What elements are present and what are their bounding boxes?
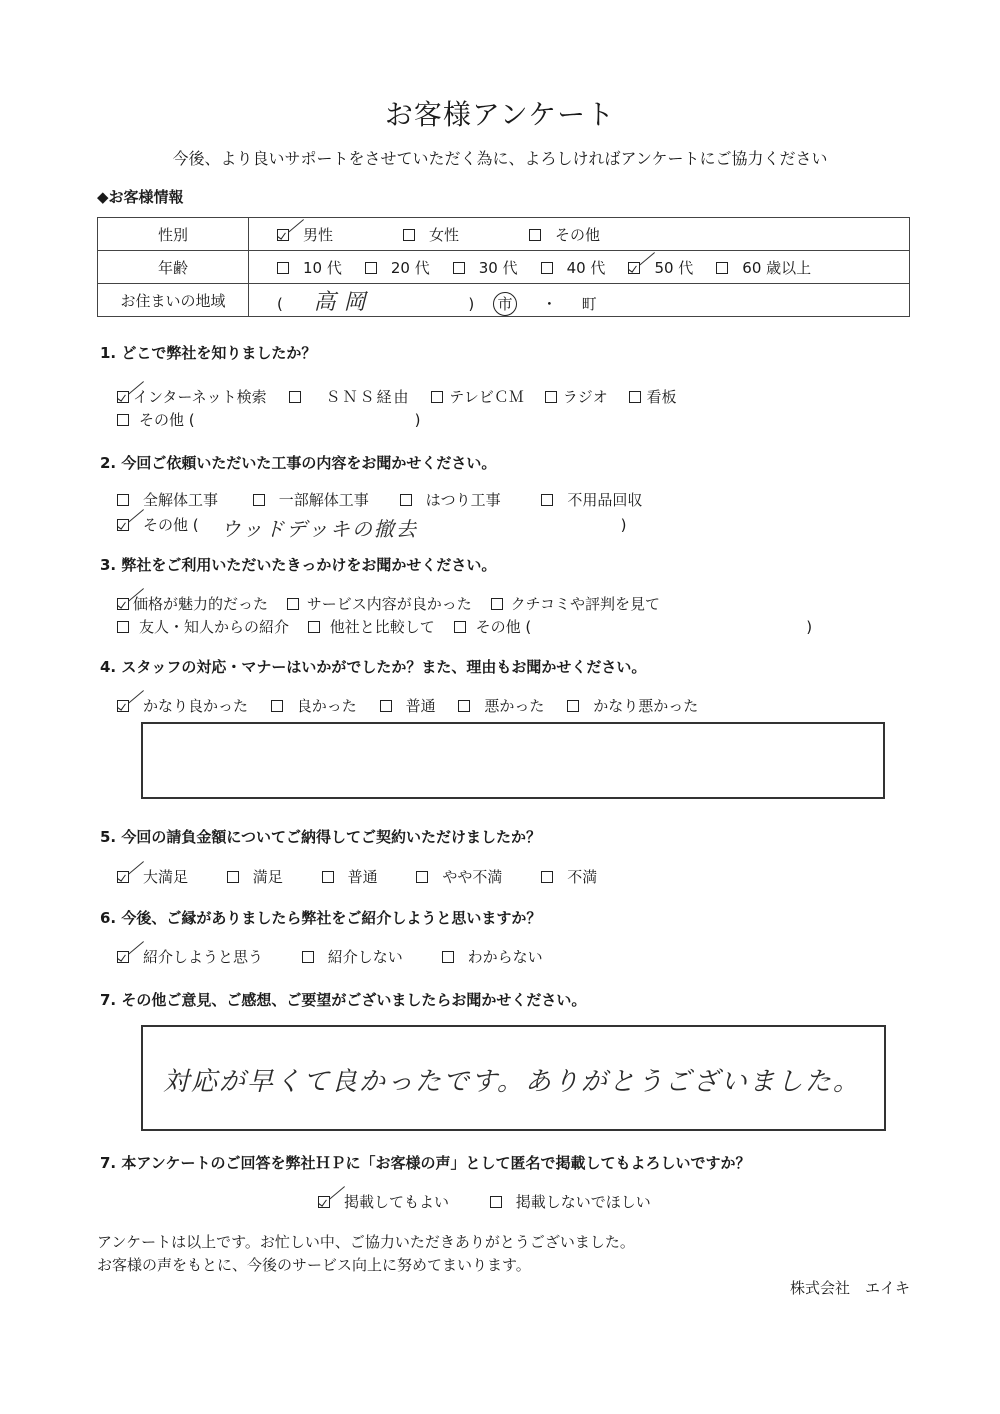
q4-question: 4. スタッフの対応・マナーはいかがでしたか？また、理由もお聞かせください。 (100, 658, 647, 676)
checkbox-icon[interactable] (442, 951, 454, 963)
q2-other-input[interactable]: ウッドデッキの撤去 (220, 517, 418, 541)
q5-option-somewhat-dissatisfied[interactable]: やや不満 (416, 868, 502, 886)
q2-option-other[interactable]: その他 ( ウッドデッキの撤去 ) (117, 513, 626, 542)
checkbox-checked-icon[interactable] (117, 700, 129, 712)
checkbox-icon[interactable] (541, 494, 553, 506)
q4-option-very-bad[interactable]: かなり悪かった (567, 697, 698, 715)
checkbox-icon[interactable] (454, 621, 466, 633)
q6-options (117, 946, 543, 967)
q4-option-very-good[interactable]: かなり良かった (117, 697, 248, 715)
q8-option-deny[interactable]: 掲載しないでほしい (490, 1193, 651, 1211)
q4-option-bad[interactable]: 悪かった (458, 697, 544, 715)
region-town[interactable]: 町 (581, 294, 597, 313)
footer-thanks: アンケートは以上です。お忙しい中、ご協力いただきありがとうございました。 (97, 1233, 635, 1251)
checkbox-checked-icon[interactable] (628, 262, 640, 274)
q1-option-sns[interactable]: ＳＮＳ経由 (289, 388, 410, 406)
page-title: お客様アンケート (384, 98, 616, 131)
checkbox-checked-icon[interactable] (117, 391, 129, 403)
q6-option-unsure[interactable]: わからない (442, 948, 543, 966)
customer-info-heading: ◆お客様情報 (97, 188, 184, 206)
gender-options (249, 218, 910, 251)
age-option-20s[interactable]: 20 代 (365, 257, 430, 278)
checkbox-icon[interactable] (277, 262, 289, 274)
region-value[interactable]: 高岡 (313, 289, 374, 315)
region-city-circled[interactable]: 市 (493, 292, 517, 316)
q5-options (117, 866, 597, 887)
q3-option-reviews[interactable]: クチコミや評判を見て (491, 595, 660, 613)
checkbox-icon[interactable] (380, 700, 392, 712)
checkbox-icon[interactable] (458, 700, 470, 712)
q3-option-referral[interactable]: 友人・知人からの紹介 (117, 618, 289, 636)
q3-options-row2 (117, 616, 812, 637)
company-name: 株式会社 エイキ (789, 1279, 910, 1297)
checkbox-checked-icon[interactable] (117, 519, 129, 531)
q3-option-price[interactable]: 価格が魅力的だった (117, 595, 268, 613)
q5-question: 5. 今回の請負金額についてご納得してご契約いただけましたか？ (100, 828, 542, 846)
checkbox-icon[interactable] (416, 871, 428, 883)
q5-option-satisfied[interactable]: 満足 (227, 868, 283, 886)
q5-option-dissatisfied[interactable]: 不満 (541, 868, 597, 886)
checkbox-checked-icon[interactable] (117, 871, 129, 883)
checkbox-icon[interactable] (490, 1196, 502, 1208)
q8-option-allow[interactable]: 掲載してもよい (318, 1193, 449, 1211)
checkbox-icon[interactable] (308, 621, 320, 633)
q4-options (117, 695, 698, 716)
region-label: お住まいの地域 (98, 284, 249, 317)
q2-question: 2. 今回ご依頼いただいた工事の内容をお聞かせください。 (100, 454, 497, 472)
gender-row (98, 218, 910, 251)
checkbox-checked-icon[interactable] (318, 1196, 330, 1208)
customer-info-table (97, 217, 910, 317)
region-close-paren: ) (468, 294, 475, 313)
q7-comment-textarea[interactable] (141, 1025, 886, 1131)
region-open-paren: ( (277, 294, 283, 313)
checkbox-icon[interactable] (567, 700, 579, 712)
checkbox-icon[interactable] (545, 391, 557, 403)
checkbox-checked-icon[interactable] (277, 229, 289, 241)
q2-option-junk-removal[interactable]: 不用品回収 (541, 491, 642, 509)
age-option-10s[interactable]: 10 代 (277, 257, 342, 278)
q6-option-will-refer[interactable]: 紹介しようと思う (117, 948, 263, 966)
age-option-50s[interactable]: 50 代 (628, 257, 693, 278)
q1-option-internet[interactable]: インターネット検索 (117, 388, 267, 406)
q8-options (318, 1191, 651, 1212)
checkbox-icon[interactable] (403, 229, 415, 241)
gender-option-female[interactable]: 女性 (403, 224, 459, 245)
checkbox-icon[interactable] (541, 871, 553, 883)
q1-option-tvcm[interactable]: テレビＣＭ (431, 388, 524, 406)
gender-option-other[interactable]: その他 (529, 224, 600, 245)
age-options (249, 251, 910, 284)
q6-question: 6. 今後、ご縁がありましたら弊社をご紹介しようと思いますか？ (100, 909, 542, 927)
q3-option-service[interactable]: サービス内容が良かった (287, 595, 472, 613)
age-option-30s[interactable]: 30 代 (453, 257, 518, 278)
age-option-60plus[interactable]: 60 歳以上 (716, 257, 811, 278)
checkbox-icon[interactable] (289, 391, 301, 403)
age-row (98, 251, 910, 284)
q5-option-very-satisfied[interactable]: 大満足 (117, 868, 188, 886)
age-label: 年齢 (98, 251, 249, 284)
q1-option-radio[interactable]: ラジオ (545, 388, 608, 406)
q3-question: 3. 弊社をご利用いただいたきっかけをお聞かせください。 (100, 556, 497, 574)
q4-reason-textarea[interactable] (141, 722, 885, 799)
q1-option-signboard[interactable]: 看板 (629, 388, 677, 406)
checkbox-icon[interactable] (271, 700, 283, 712)
checkbox-icon[interactable] (529, 229, 541, 241)
checkbox-icon[interactable] (117, 621, 129, 633)
q2-option-hatsuri[interactable]: はつり工事 (400, 491, 501, 509)
checkbox-icon[interactable] (117, 414, 129, 426)
gender-option-male[interactable]: 男性 (277, 224, 333, 245)
page-subtitle: 今後、より良いサポートをさせていただく為に、よろしければアンケートにご協力ください (172, 149, 828, 168)
checkbox-icon[interactable] (716, 262, 728, 274)
checkbox-icon[interactable] (117, 494, 129, 506)
region-field[interactable] (249, 284, 910, 317)
q8-question: 7. 本アンケートのご回答を弊社ＨＰに「お客様の声」として匿名で掲載してもよろしいですか？ (100, 1154, 751, 1172)
q2-option-full-demolition[interactable]: 全解体工事 (117, 491, 218, 509)
checkbox-icon[interactable] (491, 598, 503, 610)
checkbox-icon[interactable] (541, 262, 553, 274)
q1-option-other[interactable]: その他 ( ) (117, 409, 420, 430)
gender-label: 性別 (98, 218, 249, 251)
q2-options-row1 (117, 489, 642, 510)
checkbox-icon[interactable] (400, 494, 412, 506)
q5-option-normal[interactable]: 普通 (322, 868, 378, 886)
checkbox-icon[interactable] (431, 391, 443, 403)
checkbox-icon[interactable] (322, 871, 334, 883)
q1-options-row1 (117, 386, 677, 407)
checkbox-icon[interactable] (287, 598, 299, 610)
age-option-40s[interactable]: 40 代 (541, 257, 606, 278)
q6-option-will-not-refer[interactable]: 紹介しない (302, 948, 403, 966)
q7-question: 7. その他ご意見、ご感想、ご要望がございましたらお聞かせください。 (100, 991, 587, 1009)
q4-option-normal[interactable]: 普通 (380, 697, 436, 715)
q3-option-compared[interactable]: 他社と比較して (308, 618, 435, 636)
checkbox-icon[interactable] (629, 391, 641, 403)
region-separator: ・ (541, 294, 557, 313)
checkbox-icon[interactable] (365, 262, 377, 274)
region-row (98, 284, 910, 317)
checkbox-checked-icon[interactable] (117, 598, 129, 610)
checkbox-checked-icon[interactable] (117, 951, 129, 963)
q2-option-partial-demolition[interactable]: 一部解体工事 (253, 491, 369, 509)
checkbox-icon[interactable] (253, 494, 265, 506)
footer-message: お客様の声をもとに、今後のサービス向上に努めてまいります。 (97, 1256, 531, 1274)
q7-comment-text: 対応が早くて良かったです。ありがとうございました。 (163, 1067, 861, 1097)
q3-option-other[interactable]: その他 ( ) (454, 618, 812, 636)
checkbox-icon[interactable] (453, 262, 465, 274)
checkbox-icon[interactable] (227, 871, 239, 883)
checkbox-icon[interactable] (302, 951, 314, 963)
q4-option-good[interactable]: 良かった (271, 697, 357, 715)
q1-question: 1. どこで弊社を知りましたか？ (100, 344, 317, 362)
q3-options-row1 (117, 593, 660, 614)
